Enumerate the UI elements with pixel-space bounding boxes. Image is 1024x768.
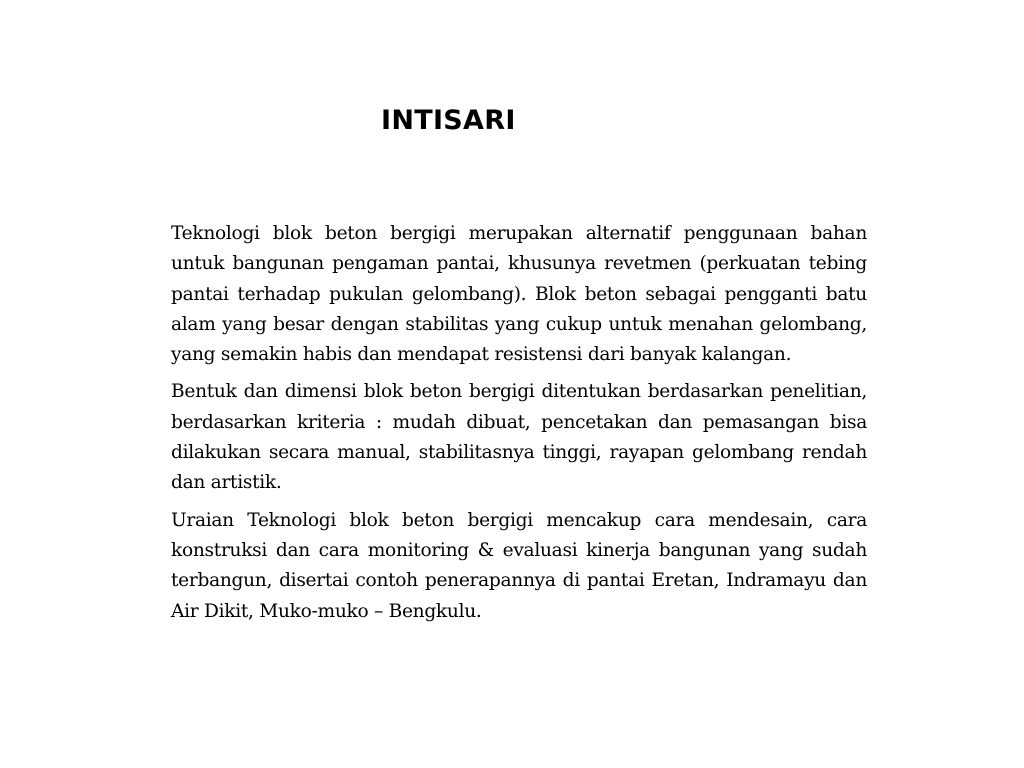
- paragraph: Uraian Teknologi blok beton bergigi mencakup cara mendesain, cara konstruksi dan cara monitoring & evaluasi kinerja bangunan yang sudah terbangun, disertai contoh penerapannya di pantai Eretan, Indramayu dan Air Dikit, Muko-muko – Bengkulu.: [171, 509, 867, 622]
- slide-title: INTISARI: [381, 105, 516, 136]
- paragraph: Bentuk dan dimensi blok beton bergigi ditentukan berdasarkan penelitian, berdasarkan kriteria : mudah dibuat, pencetakan dan pemasangan bisa dilakukan secara manual, stabilitasnya tinggi, rayapan gelombang rendah dan artistik.: [171, 381, 867, 494]
- slide-body: [171, 219, 867, 634]
- paragraph: Teknologi blok beton bergigi merupakan alternatif penggunaan bahan untuk bangunan pengaman pantai, khusunya revetmen (perkuatan tebing pantai terhadap pukulan gelombang). Blok beton sebagai pengganti batu alam yang besar dengan stabilitas yang cukup untuk menahan gelombang, yang semakin habis dan mendapat resistensi dari banyak kalangan.: [171, 223, 867, 366]
